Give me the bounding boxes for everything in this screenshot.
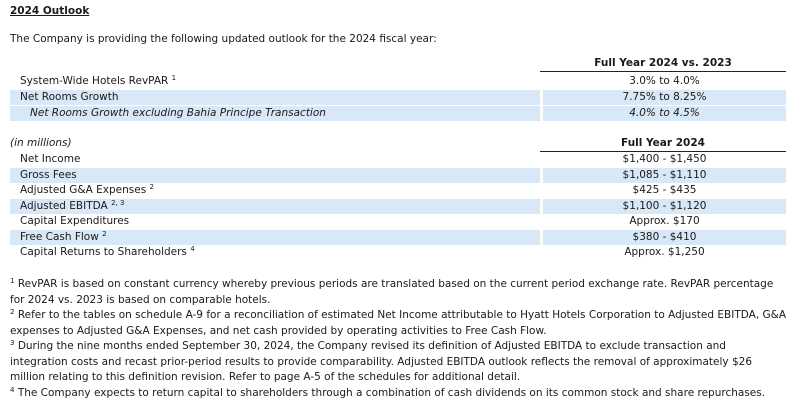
table-row	[10, 168, 786, 183]
row-value: $425 - $435	[632, 184, 697, 196]
row-label: Capital Returns to Shareholders $^4$	[20, 245, 195, 258]
row-value: $380 - $410	[543, 230, 786, 245]
row-value: 4.0% to 4.5%	[543, 106, 786, 121]
row-value: $1,400 - $1,450	[622, 153, 707, 165]
table-row	[10, 230, 786, 245]
table2-header: Full Year 2024	[540, 136, 786, 152]
footnote-3: $^3$ During the nine months ended September 30, 2024, the Company revised its definition of Adjusted EBITDA to exclude transaction and integration costs and recast prior-period results to provide comparability. Adjusted EBITDA outlook reflects the removal of approximately $26 million relating to this definition revision. Refer to page A-5 of the schedules for additional detail.	[10, 339, 752, 383]
row-label: Free Cash Flow $^2$	[10, 230, 540, 245]
units-label: (in millions)	[10, 137, 72, 149]
row-label: Adjusted G&A Expenses $^2$	[20, 183, 154, 196]
table-row	[10, 214, 786, 229]
row-value: 3.0% to 4.0%	[629, 75, 700, 87]
footnote-1: $^1$ RevPAR is based on constant currency whereby previous periods are translated based on the current period exchange rate. RevPAR percentage for 2024 vs. 2023 is based on comparable hotels.	[10, 277, 774, 306]
row-value: Approx. $1,250	[624, 246, 705, 258]
section-heading: 2024 Outlook	[10, 5, 90, 17]
table-row	[10, 90, 786, 105]
row-label: System-Wide Hotels RevPAR $^1$	[20, 74, 177, 87]
row-label: Net Rooms Growth	[10, 90, 540, 105]
row-label: Net Rooms Growth excluding Bahia Principe Transaction	[10, 106, 540, 121]
footnote-4: $^4$ The Company expects to return capital to shareholders through a combination of cash dividends on its common stock and share repurchases.	[10, 385, 766, 399]
row-label: Adjusted EBITDA $^{2, 3}$	[10, 199, 540, 214]
row-label: Net Income	[20, 153, 81, 165]
table-row	[10, 152, 786, 167]
row-value: $1,085 - $1,110	[543, 168, 786, 183]
row-value: Approx. $170	[629, 215, 700, 227]
intro-text: The Company is providing the following updated outlook for the 2024 fiscal year:	[10, 33, 437, 45]
footnotes	[10, 277, 786, 401]
row-label: Gross Fees	[10, 168, 540, 183]
row-value: 7.75% to 8.25%	[543, 90, 786, 105]
row-label: Capital Expenditures	[20, 215, 130, 227]
table-row	[10, 199, 786, 214]
table-row	[10, 74, 786, 89]
table-row	[10, 183, 786, 198]
table-row	[10, 245, 786, 260]
row-value: $1,100 - $1,120	[543, 199, 786, 214]
table1-header: Full Year 2024 vs. 2023	[540, 56, 786, 72]
table-row	[10, 106, 786, 121]
footnote-2: $^2$ Refer to the tables on schedule A-9 for a reconciliation of estimated Net Income attributable to Hyatt Hotels Corporation to Adjusted EBITDA, G&A expenses to Adjusted G&A Expenses, and net cash provided by operating activities to Free Cash Flow.	[10, 308, 786, 337]
